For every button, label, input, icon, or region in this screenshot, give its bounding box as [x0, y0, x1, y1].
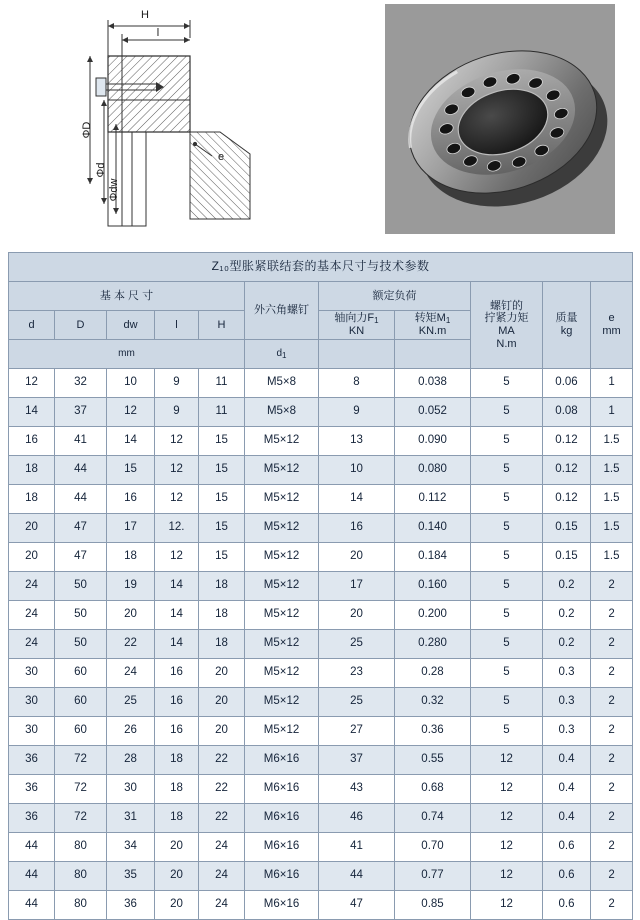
cell-ma: 12 — [471, 775, 543, 804]
cell-D: 72 — [55, 746, 107, 775]
cell-D: 37 — [55, 398, 107, 427]
cell-l: 9 — [155, 369, 199, 398]
spec-table-wrap — [8, 252, 632, 920]
table-row — [9, 688, 633, 717]
cell-ma: 5 — [471, 543, 543, 572]
cell-torque: 0.112 — [395, 485, 471, 514]
cell-H: 15 — [199, 456, 245, 485]
cell-l: 14 — [155, 572, 199, 601]
cell-torque: 0.77 — [395, 862, 471, 891]
cell-dw: 28 — [107, 746, 155, 775]
cell-H: 22 — [199, 804, 245, 833]
cell-dw: 16 — [107, 485, 155, 514]
cell-D: 50 — [55, 601, 107, 630]
cell-mass: 0.12 — [543, 427, 591, 456]
cell-mass: 0.3 — [543, 688, 591, 717]
table-row — [9, 746, 633, 775]
cell-d1: M5×8 — [245, 398, 319, 427]
cell-D: 60 — [55, 688, 107, 717]
cell-axial: 9 — [319, 398, 395, 427]
cell-axial: 46 — [319, 804, 395, 833]
cell-e: 1.5 — [591, 514, 633, 543]
cell-H: 15 — [199, 543, 245, 572]
cell-H: 24 — [199, 862, 245, 891]
cell-d: 20 — [9, 543, 55, 572]
table-row — [9, 833, 633, 862]
table-title: Z₁₀型胀紧联结套的基本尺寸与技术参数 — [9, 253, 633, 282]
cell-H: 22 — [199, 746, 245, 775]
cell-mass: 0.6 — [543, 891, 591, 920]
cell-H: 15 — [199, 514, 245, 543]
cell-e: 2 — [591, 688, 633, 717]
cell-ma: 12 — [471, 891, 543, 920]
cell-axial: 41 — [319, 833, 395, 862]
cell-dw: 15 — [107, 456, 155, 485]
header-d1: $d_1$ — [245, 340, 319, 369]
cell-d1: M5×12 — [245, 630, 319, 659]
cell-d1: M5×12 — [245, 456, 319, 485]
cell-l: 20 — [155, 891, 199, 920]
cell-ma: 5 — [471, 398, 543, 427]
cell-e: 2 — [591, 572, 633, 601]
cell-l: 12 — [155, 427, 199, 456]
cell-d: 30 — [9, 688, 55, 717]
cell-d1: M5×8 — [245, 369, 319, 398]
cell-d: 20 — [9, 514, 55, 543]
header-torque: 转矩$M_1$ KN.m — [395, 311, 471, 340]
table-title-row — [9, 253, 633, 282]
cell-d: 24 — [9, 601, 55, 630]
table-row — [9, 514, 633, 543]
header-unit-mm: mm — [9, 340, 245, 369]
cell-H: 15 — [199, 485, 245, 514]
cell-axial: 47 — [319, 891, 395, 920]
cell-torque: 0.32 — [395, 688, 471, 717]
cell-l: 18 — [155, 804, 199, 833]
cell-H: 18 — [199, 601, 245, 630]
cell-mass: 0.15 — [543, 514, 591, 543]
cell-d1: M5×12 — [245, 427, 319, 456]
header-tightening-torque: 螺钉的 拧紧力矩 MA N.m — [471, 282, 543, 369]
cell-d1: M5×12 — [245, 717, 319, 746]
cell-dw: 19 — [107, 572, 155, 601]
cell-e: 2 — [591, 746, 633, 775]
cell-d1: M6×16 — [245, 833, 319, 862]
cell-dw: 12 — [107, 398, 155, 427]
cell-e: 2 — [591, 630, 633, 659]
cell-torque: 0.038 — [395, 369, 471, 398]
cell-ma: 5 — [471, 688, 543, 717]
cell-dw: 20 — [107, 601, 155, 630]
cell-l: 20 — [155, 862, 199, 891]
header-H: H — [199, 311, 245, 340]
cell-torque: 0.36 — [395, 717, 471, 746]
cell-torque: 0.140 — [395, 514, 471, 543]
cell-H: 18 — [199, 630, 245, 659]
cell-axial: 37 — [319, 746, 395, 775]
cell-ma: 5 — [471, 601, 543, 630]
cell-dw: 17 — [107, 514, 155, 543]
cell-torque: 0.85 — [395, 891, 471, 920]
cell-d: 36 — [9, 775, 55, 804]
cell-l: 18 — [155, 775, 199, 804]
cell-H: 11 — [199, 369, 245, 398]
cell-dw: 34 — [107, 833, 155, 862]
cell-d: 18 — [9, 485, 55, 514]
cell-axial: 8 — [319, 369, 395, 398]
cell-D: 60 — [55, 717, 107, 746]
cell-axial: 25 — [319, 688, 395, 717]
cell-ma: 5 — [471, 659, 543, 688]
cell-mass: 0.4 — [543, 775, 591, 804]
cell-mass: 0.3 — [543, 717, 591, 746]
cell-mass: 0.4 — [543, 804, 591, 833]
cell-e: 1 — [591, 369, 633, 398]
cell-torque: 0.68 — [395, 775, 471, 804]
cell-dw: 30 — [107, 775, 155, 804]
table-row — [9, 891, 633, 920]
cell-l: 20 — [155, 833, 199, 862]
header-mass: 质量 kg — [543, 282, 591, 369]
cell-D: 47 — [55, 514, 107, 543]
spec-table — [8, 252, 633, 920]
cell-dw: 26 — [107, 717, 155, 746]
label-PhiD: ΦD — [81, 121, 93, 139]
cell-d: 36 — [9, 746, 55, 775]
cell-ma: 12 — [471, 746, 543, 775]
cell-dw: 36 — [107, 891, 155, 920]
cell-H: 22 — [199, 775, 245, 804]
header-d: d — [9, 311, 55, 340]
cell-D: 50 — [55, 572, 107, 601]
cell-e: 2 — [591, 775, 633, 804]
cell-H: 24 — [199, 833, 245, 862]
cell-d: 16 — [9, 427, 55, 456]
cell-mass: 0.12 — [543, 456, 591, 485]
cell-mass: 0.08 — [543, 398, 591, 427]
cell-axial: 16 — [319, 514, 395, 543]
cell-d1: M5×12 — [245, 688, 319, 717]
cell-mass: 0.2 — [543, 601, 591, 630]
cell-H: 18 — [199, 572, 245, 601]
cell-l: 18 — [155, 746, 199, 775]
cell-ma: 12 — [471, 862, 543, 891]
cell-d: 24 — [9, 572, 55, 601]
cell-d1: M5×12 — [245, 572, 319, 601]
cell-e: 2 — [591, 862, 633, 891]
cell-torque: 0.55 — [395, 746, 471, 775]
cell-d1: M6×16 — [245, 862, 319, 891]
table-row — [9, 456, 633, 485]
cell-D: 80 — [55, 833, 107, 862]
cell-ma: 5 — [471, 369, 543, 398]
cell-ma: 5 — [471, 485, 543, 514]
cell-l: 16 — [155, 659, 199, 688]
cell-axial: 17 — [319, 572, 395, 601]
cell-axial: 43 — [319, 775, 395, 804]
header-e: e mm — [591, 282, 633, 369]
cell-d1: M5×12 — [245, 601, 319, 630]
cell-l: 12 — [155, 456, 199, 485]
cell-D: 72 — [55, 775, 107, 804]
cell-torque: 0.184 — [395, 543, 471, 572]
cell-axial: 20 — [319, 543, 395, 572]
cell-e: 1.5 — [591, 456, 633, 485]
cell-e: 1.5 — [591, 427, 633, 456]
cell-d1: M6×16 — [245, 775, 319, 804]
cell-d: 30 — [9, 717, 55, 746]
header-D: D — [55, 311, 107, 340]
cell-dw: 35 — [107, 862, 155, 891]
cell-dw: 10 — [107, 369, 155, 398]
header-torque-spacer — [395, 340, 471, 369]
cell-D: 80 — [55, 891, 107, 920]
cell-d1: M6×16 — [245, 804, 319, 833]
cell-torque: 0.080 — [395, 456, 471, 485]
cell-d1: M6×16 — [245, 891, 319, 920]
group-rated-load: 额定负荷 — [319, 282, 471, 311]
cell-mass: 0.2 — [543, 630, 591, 659]
cell-d: 18 — [9, 456, 55, 485]
table-row — [9, 862, 633, 891]
group-basic-dimensions: 基 本 尺 寸 — [9, 282, 245, 311]
cell-dw: 25 — [107, 688, 155, 717]
table-row — [9, 630, 633, 659]
cell-e: 2 — [591, 717, 633, 746]
table-row — [9, 572, 633, 601]
cell-D: 80 — [55, 862, 107, 891]
table-body — [9, 369, 633, 920]
cell-D: 50 — [55, 630, 107, 659]
cell-mass: 0.12 — [543, 485, 591, 514]
cell-ma: 12 — [471, 833, 543, 862]
cell-dw: 14 — [107, 427, 155, 456]
cell-ma: 5 — [471, 630, 543, 659]
cell-H: 15 — [199, 427, 245, 456]
table-row — [9, 659, 633, 688]
cell-ma: 5 — [471, 572, 543, 601]
cell-axial: 27 — [319, 717, 395, 746]
cell-torque: 0.74 — [395, 804, 471, 833]
cell-ma: 5 — [471, 427, 543, 456]
cell-dw: 24 — [107, 659, 155, 688]
cell-d1: M5×12 — [245, 543, 319, 572]
header-axial-spacer — [319, 340, 395, 369]
cell-D: 47 — [55, 543, 107, 572]
cell-mass: 0.2 — [543, 572, 591, 601]
cell-axial: 10 — [319, 456, 395, 485]
cell-e: 2 — [591, 601, 633, 630]
cell-axial: 20 — [319, 601, 395, 630]
cell-l: 14 — [155, 601, 199, 630]
cell-e: 2 — [591, 804, 633, 833]
cell-H: 20 — [199, 659, 245, 688]
table-row — [9, 601, 633, 630]
cell-e: 2 — [591, 891, 633, 920]
cell-D: 72 — [55, 804, 107, 833]
cell-d: 44 — [9, 833, 55, 862]
cell-l: 14 — [155, 630, 199, 659]
cell-axial: 23 — [319, 659, 395, 688]
cell-d1: M5×12 — [245, 659, 319, 688]
label-e: e — [218, 151, 225, 163]
cell-axial: 13 — [319, 427, 395, 456]
cell-e: 2 — [591, 659, 633, 688]
cell-d: 14 — [9, 398, 55, 427]
table-row — [9, 485, 633, 514]
cell-l: 9 — [155, 398, 199, 427]
table-row — [9, 427, 633, 456]
cell-D: 32 — [55, 369, 107, 398]
header-axial-force: 轴向力$F_1$ KN — [319, 311, 395, 340]
cell-H: 20 — [199, 688, 245, 717]
cell-l: 16 — [155, 688, 199, 717]
group-hex-bolt: 外六角螺钉 — [245, 282, 319, 340]
cell-axial: 44 — [319, 862, 395, 891]
cell-D: 60 — [55, 659, 107, 688]
cell-dw: 18 — [107, 543, 155, 572]
table-row — [9, 543, 633, 572]
cell-torque: 0.280 — [395, 630, 471, 659]
cell-ma: 5 — [471, 456, 543, 485]
cell-dw: 31 — [107, 804, 155, 833]
cell-H: 20 — [199, 717, 245, 746]
cell-torque: 0.160 — [395, 572, 471, 601]
cell-axial: 25 — [319, 630, 395, 659]
cell-d: 36 — [9, 804, 55, 833]
header-l: l — [155, 311, 199, 340]
cell-torque: 0.28 — [395, 659, 471, 688]
table-row — [9, 398, 633, 427]
cell-l: 12 — [155, 485, 199, 514]
cell-H: 24 — [199, 891, 245, 920]
cell-torque: 0.090 — [395, 427, 471, 456]
cell-torque: 0.70 — [395, 833, 471, 862]
label-H: H — [141, 9, 149, 21]
table-row — [9, 717, 633, 746]
cell-l: 16 — [155, 717, 199, 746]
table-row — [9, 369, 633, 398]
label-l: l — [156, 27, 160, 39]
cell-dw: 22 — [107, 630, 155, 659]
cell-torque: 0.200 — [395, 601, 471, 630]
cell-d: 24 — [9, 630, 55, 659]
cell-mass: 0.15 — [543, 543, 591, 572]
illustration-area — [0, 0, 640, 245]
cell-ma: 5 — [471, 717, 543, 746]
cell-mass: 0.06 — [543, 369, 591, 398]
table-row — [9, 804, 633, 833]
cell-d: 30 — [9, 659, 55, 688]
label-Phid: Φd — [95, 162, 107, 178]
cell-H: 11 — [199, 398, 245, 427]
cell-l: 12 — [155, 543, 199, 572]
cell-mass: 0.6 — [543, 833, 591, 862]
product-photo — [385, 4, 615, 234]
cell-e: 1.5 — [591, 543, 633, 572]
cell-D: 44 — [55, 456, 107, 485]
header-group-row — [9, 282, 633, 311]
cell-d: 44 — [9, 862, 55, 891]
label-Phidw: Φdw — [108, 178, 120, 202]
cell-d: 12 — [9, 369, 55, 398]
cell-d1: M5×12 — [245, 485, 319, 514]
cell-d1: M5×12 — [245, 514, 319, 543]
table-row — [9, 775, 633, 804]
cell-d: 44 — [9, 891, 55, 920]
cell-e: 1.5 — [591, 485, 633, 514]
header-dw: dw — [107, 311, 155, 340]
cell-D: 44 — [55, 485, 107, 514]
cell-ma: 12 — [471, 804, 543, 833]
cell-ma: 5 — [471, 514, 543, 543]
cell-torque: 0.052 — [395, 398, 471, 427]
cell-l: 12. — [155, 514, 199, 543]
technical-drawing — [60, 4, 360, 239]
cell-e: 2 — [591, 833, 633, 862]
cell-mass: 0.4 — [543, 746, 591, 775]
cell-d1: M6×16 — [245, 746, 319, 775]
cell-axial: 14 — [319, 485, 395, 514]
cell-e: 1 — [591, 398, 633, 427]
cell-mass: 0.3 — [543, 659, 591, 688]
cell-mass: 0.6 — [543, 862, 591, 891]
cell-D: 41 — [55, 427, 107, 456]
